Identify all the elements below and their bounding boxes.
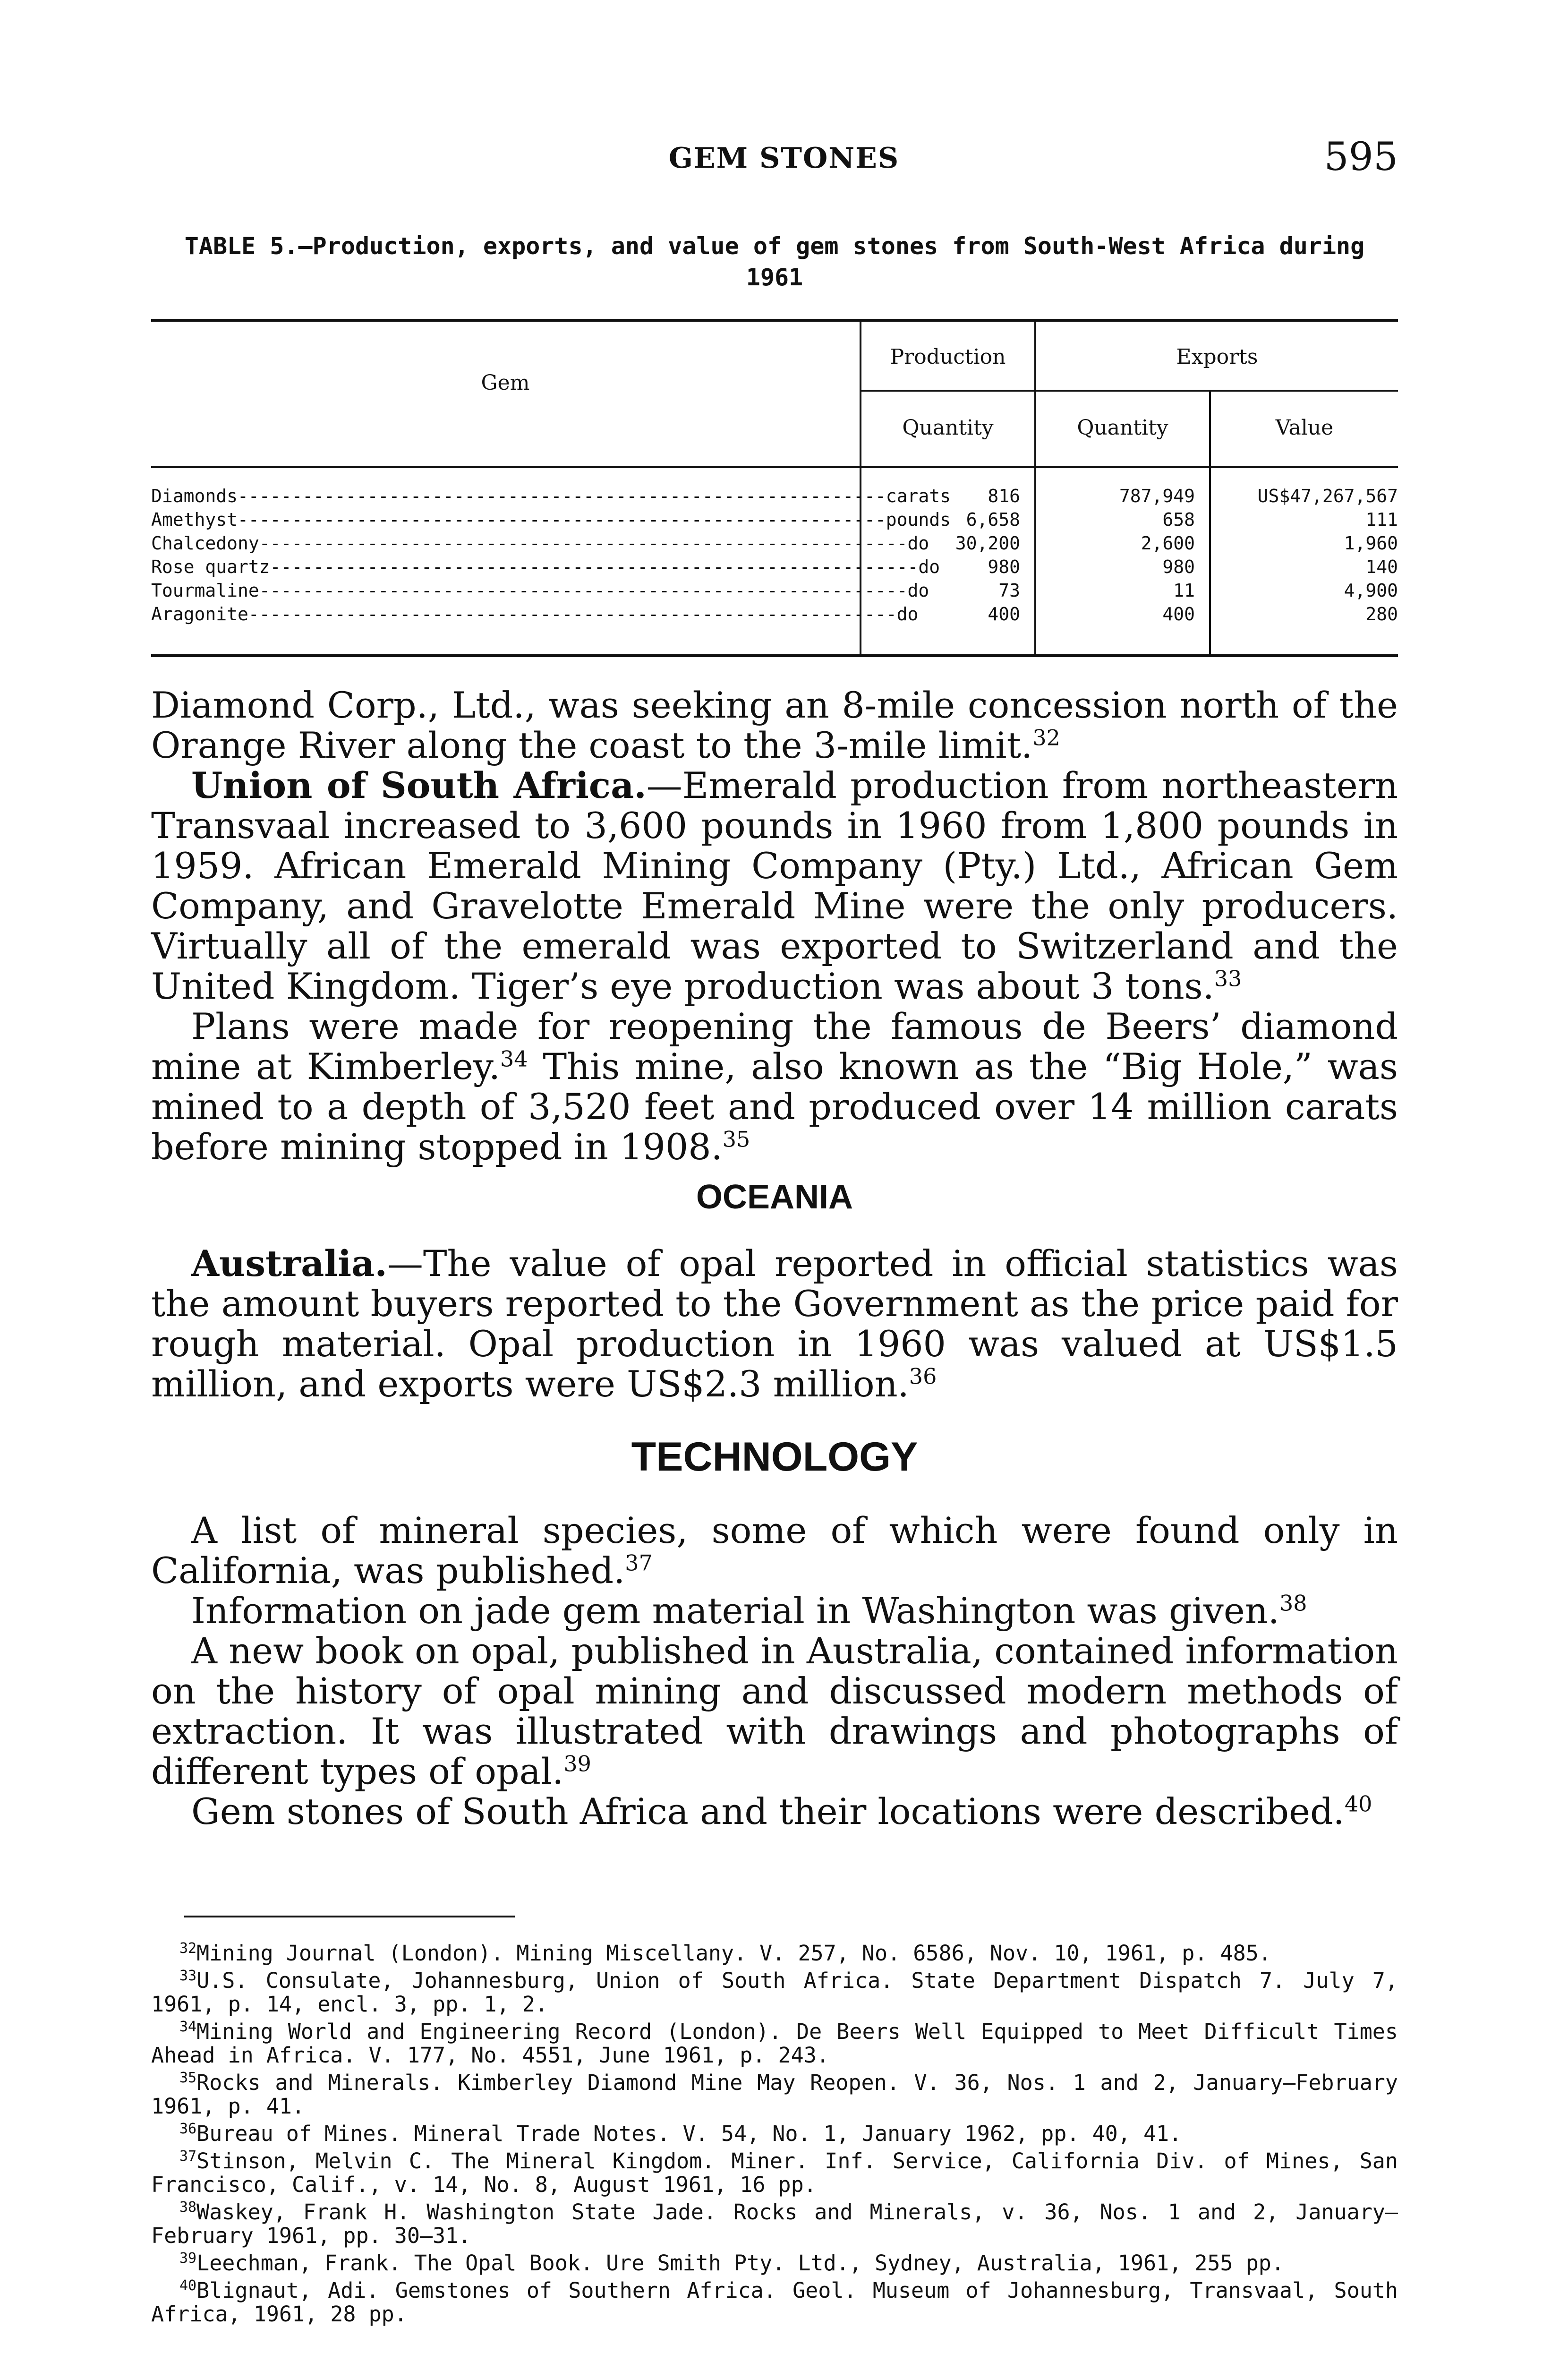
paragraph-text: Gem stones of South Africa and their locations were described. [191, 1790, 1345, 1832]
header-production: Production [890, 345, 1006, 369]
table-header-bottom-rule [151, 466, 1398, 468]
cell-export-value: 280 [1365, 604, 1398, 625]
unit: carats [886, 486, 951, 506]
footnote-ref: 34 [500, 1046, 528, 1072]
footnote-number: 40 [179, 2277, 197, 2294]
footnote-ref: 36 [909, 1363, 937, 1389]
footnote-ref: 39 [563, 1751, 591, 1777]
unit: do [918, 556, 940, 577]
cell-production: 30,200 [955, 533, 1020, 554]
paragraph-text: Information on jade gem material in Washington was given. [191, 1590, 1279, 1632]
cell-export-quantity: 787,949 [1119, 486, 1195, 506]
gem-name: Chalcedony [151, 533, 259, 554]
gem-name: Aragonite [151, 604, 248, 625]
footnote [151, 2200, 1398, 2248]
cell-gem [151, 555, 940, 579]
gem-name: Amethyst [151, 509, 238, 530]
footnote [151, 1942, 1398, 1965]
paragraph-text: A list of mineral species, some of which were found only in California, was published. [151, 1509, 1398, 1592]
footnote-ref: 35 [722, 1126, 750, 1152]
paragraph-text: Plans were made for reopening the famous de Beers’ diamond mine at Kimberley. [151, 1005, 1398, 1087]
table-header-mid-rule [860, 390, 1398, 392]
footnote-text: Rocks and Minerals. Kimberley Diamond Mine May Reopen. V. 36, Nos. 1 and 2, January–February 1961, p. 41. [151, 2070, 1398, 2119]
footnote-number: 38 [179, 2199, 197, 2216]
gem-name: Rose quartz [151, 556, 270, 577]
table-top-rule [151, 319, 1398, 322]
cell-export-value: US$47,267,567 [1257, 486, 1398, 506]
gem-stones-table [151, 319, 1398, 659]
footnote-text: Blignaut, Adi. Gemstones of Southern Africa. Geol. Museum of Johannesburg, Transvaal, South Africa, 1961, 28 pp. [151, 2278, 1398, 2327]
unit: do [907, 533, 929, 554]
paragraph-text: —Emerald production from northeastern Transvaal increased to 3,600 pounds in 1960 from 1,800 pounds in 1959. African Emerald Mining Company (Pty.) Ltd., African Gem Company, and Gravelotte Emerald Mine were the only producers. Virtually all of the emerald was exported to Switzerland and the United Kingdom. Tiger’s eye production was about 3 tons. [151, 764, 1398, 1007]
table-row [151, 531, 1398, 555]
paragraph-text: A new book on opal, published in Australia, contained information on the history of opal mining and discussed modern methods of extraction. It was illustrated with drawings and photographs of different types of opal. [151, 1630, 1398, 1792]
cell-production: 816 [988, 486, 1020, 506]
paragraph [151, 1591, 1398, 1631]
paragraph [151, 765, 1398, 1006]
table-caption: TABLE 5.—Production, exports, and value of gem stones from South-West Africa during 1961 [184, 232, 1365, 291]
paragraph [151, 1791, 1398, 1831]
cell-export-value: 4,900 [1344, 580, 1398, 601]
footnote [151, 2149, 1398, 2197]
body-text [151, 685, 1398, 1831]
paragraph-text: —The value of opal reported in official statistics was the amount buyers reported to the Government as the price paid for rough material. Opal production in 1960 was valued at US$1.5 million, and exports were US$2.3 million. [151, 1242, 1398, 1405]
cell-export-value: 140 [1365, 556, 1398, 577]
footnote-number: 36 [179, 2121, 197, 2137]
footnote-ref: 33 [1214, 966, 1242, 992]
table-bottom-rule [151, 654, 1398, 657]
header-gem: Gem [481, 371, 530, 395]
footnote-separator [184, 1916, 515, 1917]
footnote [151, 1969, 1398, 2016]
footnote-ref: 40 [1344, 1791, 1372, 1817]
footnote-text: Mining World and Engineering Record (London). De Beers Well Equipped to Meet Difficult Times Ahead in Africa. V. 177, No. 4551, June 1961, p. 243. [151, 2019, 1398, 2068]
cell-export-quantity: 11 [1173, 580, 1195, 601]
unit: pounds [886, 509, 951, 530]
footnote [151, 2020, 1398, 2067]
cell-gem [151, 484, 951, 508]
cell-export-quantity: 980 [1162, 556, 1195, 577]
leader-dots: ------------------------------------------------------------ [270, 556, 919, 577]
paragraph [151, 1631, 1398, 1791]
footnote-number: 32 [179, 1940, 197, 1957]
cell-gem [151, 579, 929, 602]
cell-export-value: 1,960 [1344, 533, 1398, 554]
cell-gem [151, 531, 929, 555]
paragraph [151, 685, 1398, 765]
leader-dots: ------------------------------------------------------------ [238, 486, 886, 506]
header-production-quantity: Quantity [902, 416, 994, 440]
run-in-heading: Australia. [191, 1242, 387, 1284]
footnote-ref: 32 [1032, 725, 1060, 751]
leader-dots: ------------------------------------------------------------ [259, 580, 908, 601]
page-number: 595 [1324, 135, 1398, 180]
leader-dots: ------------------------------------------------------------ [238, 509, 886, 530]
cell-export-quantity: 658 [1162, 509, 1195, 530]
footnote-text: Leechman, Frank. The Opal Book. Ure Smith Pty. Ltd., Sydney, Australia, 1961, 255 pp. [196, 2251, 1284, 2276]
cell-production: 400 [988, 604, 1020, 625]
table-row [151, 508, 1398, 531]
cell-export-value: 111 [1365, 509, 1398, 530]
footnote-number: 35 [179, 2070, 197, 2086]
running-title: GEM STONES [668, 142, 900, 175]
footnote-ref: 37 [625, 1550, 653, 1576]
cell-production: 73 [998, 580, 1020, 601]
unit: do [907, 580, 929, 601]
footnotes [151, 1942, 1398, 2330]
section-heading-oceania: OCEANIA [696, 1178, 853, 1216]
header-exports-value: Value [1275, 416, 1334, 440]
gem-name: Diamonds [151, 486, 238, 506]
footnote-number: 33 [179, 1968, 197, 1984]
cell-production: 6,658 [966, 509, 1020, 530]
footnote [151, 2251, 1398, 2275]
cell-gem [151, 508, 951, 531]
footnote-text: Mining Journal (London). Mining Miscellany. V. 257, No. 6586, Nov. 10, 1961, p. 485. [196, 1941, 1271, 1966]
table-row [151, 579, 1398, 602]
footnote-number: 34 [179, 2019, 197, 2035]
paragraph [151, 1510, 1398, 1591]
footnote-number: 37 [179, 2148, 197, 2165]
footnote-text: U.S. Consulate, Johannesburg, Union of South Africa. State Department Dispatch 7. July 7, 1961, p. 14, encl. 3, pp. 1, 2. [151, 1968, 1398, 2017]
footnote-number: 39 [179, 2250, 197, 2267]
cell-production: 980 [988, 556, 1020, 577]
run-in-heading: Union of South Africa. [191, 764, 647, 806]
header-exports-quantity: Quantity [1077, 416, 1168, 440]
leader-dots: ------------------------------------------------------------ [259, 533, 908, 554]
table-row [151, 484, 1398, 508]
footnote-text: Bureau of Mines. Mineral Trade Notes. V. 54, No. 1, January 1962, pp. 40, 41. [196, 2121, 1182, 2146]
table-row [151, 602, 1398, 626]
footnote [151, 2122, 1398, 2146]
cell-export-quantity: 2,600 [1141, 533, 1195, 554]
cell-gem [151, 602, 919, 626]
footnote-text: Stinson, Melvin C. The Mineral Kingdom. Miner. Inf. Service, California Div. of Mines, San Francisco, Calif., v. 14, No. 8, August 1961, 16 pp. [151, 2148, 1398, 2197]
cell-export-quantity: 400 [1162, 604, 1195, 625]
table-row [151, 555, 1398, 579]
paragraph [151, 1243, 1398, 1404]
footnote-ref: 38 [1279, 1590, 1307, 1616]
section-heading-technology: TECHNOLOGY [631, 1434, 918, 1480]
paragraph-text: This mine, also known as the “Big Hole,” was mined to a depth of 3,520 feet and produced over 14 million carats before mining stopped in 1908. [151, 1045, 1398, 1168]
header-exports: Exports [1176, 345, 1258, 369]
footnote [151, 2071, 1398, 2118]
paragraph [151, 1006, 1398, 1167]
footnote [151, 2279, 1398, 2326]
unit: do [896, 604, 919, 625]
paragraph-text: Diamond Corp., Ltd., was seeking an 8-mile concession north of the Orange River along the coast to the 3-mile limit. [151, 684, 1398, 766]
footnote-text: Waskey, Frank H. Washington State Jade. Rocks and Minerals, v. 36, Nos. 1 and 2, January–February 1961, pp. 30–31. [151, 2199, 1398, 2248]
table-body [151, 484, 1398, 626]
gem-name: Tourmaline [151, 580, 259, 601]
leader-dots: ------------------------------------------------------------ [248, 604, 897, 625]
